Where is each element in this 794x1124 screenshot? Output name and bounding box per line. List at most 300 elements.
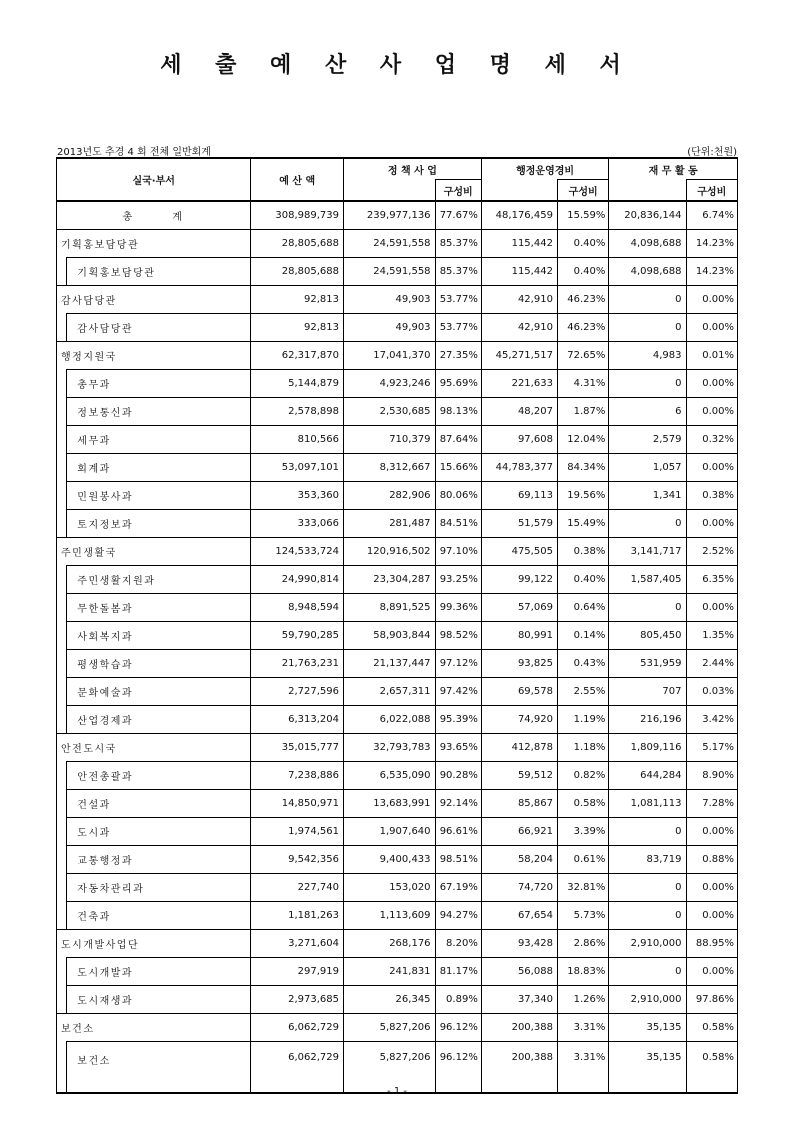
cell-finance-pct: 14.23% <box>686 230 738 258</box>
division-name: 세무과 <box>67 426 251 454</box>
cell-policy: 32,793,783 <box>344 734 436 762</box>
cell-budget: 2,727,596 <box>251 678 344 706</box>
cell-admin-pct: 3.31% <box>557 1014 608 1042</box>
cell-admin: 69,578 <box>481 678 557 706</box>
cell-admin: 412,878 <box>481 734 557 762</box>
cell-budget: 810,566 <box>251 426 344 454</box>
cell-admin-pct: 1.87% <box>557 398 608 426</box>
cell-finance-pct: 0.00% <box>686 510 738 538</box>
cell-policy: 17,041,370 <box>344 342 436 370</box>
cell-admin-pct: 19.56% <box>557 482 608 510</box>
division-name: 산업경제과 <box>67 706 251 734</box>
cell-policy: 2,657,311 <box>344 678 436 706</box>
department-row <box>57 1014 738 1042</box>
cell-finance-pct: 0.01% <box>686 342 738 370</box>
cell-admin-pct: 46.23% <box>557 314 608 342</box>
cell-policy-pct: 96.12% <box>435 1014 481 1042</box>
indent-spacer <box>57 818 67 846</box>
cell-budget: 3,271,604 <box>251 930 344 958</box>
total-admin: 48,176,459 <box>481 201 557 230</box>
division-name: 평생학습과 <box>67 650 251 678</box>
division-row <box>57 706 738 734</box>
cell-admin-pct: 0.38% <box>557 538 608 566</box>
division-row <box>57 594 738 622</box>
cell-admin: 42,910 <box>481 286 557 314</box>
cell-budget: 1,974,561 <box>251 818 344 846</box>
division-name: 주민생활지원과 <box>67 566 251 594</box>
cell-admin: 56,088 <box>481 958 557 986</box>
division-row <box>57 258 738 286</box>
cell-admin-pct: 1.18% <box>557 734 608 762</box>
total-row <box>57 201 738 230</box>
cell-policy: 6,535,090 <box>344 762 436 790</box>
division-name: 자동차관리과 <box>67 874 251 902</box>
cell-admin: 67,654 <box>481 902 557 930</box>
cell-finance: 0 <box>609 314 686 342</box>
indent-spacer <box>57 510 67 538</box>
cell-admin: 48,207 <box>481 398 557 426</box>
indent-spacer <box>57 790 67 818</box>
cell-admin-pct: 0.40% <box>557 566 608 594</box>
cell-policy-pct: 97.42% <box>435 678 481 706</box>
cell-policy-pct: 98.51% <box>435 846 481 874</box>
division-row <box>57 986 738 1014</box>
cell-admin-pct: 12.04% <box>557 426 608 454</box>
indent-spacer <box>57 566 67 594</box>
cell-finance: 0 <box>609 370 686 398</box>
cell-budget: 1,181,263 <box>251 902 344 930</box>
division-name: 기획홍보담당관 <box>67 258 251 286</box>
cell-finance-pct: 0.00% <box>686 874 738 902</box>
indent-spacer <box>57 762 67 790</box>
header-budget: 예 산 액 <box>251 158 344 201</box>
cell-finance: 805,450 <box>609 622 686 650</box>
cell-policy-pct: 85.37% <box>435 230 481 258</box>
cell-policy-pct: 98.52% <box>435 622 481 650</box>
cell-admin: 44,783,377 <box>481 454 557 482</box>
cell-admin-pct: 15.49% <box>557 510 608 538</box>
department-row <box>57 930 738 958</box>
cell-admin: 74,720 <box>481 874 557 902</box>
cell-policy: 710,379 <box>344 426 436 454</box>
cell-admin-pct: 2.86% <box>557 930 608 958</box>
division-row <box>57 790 738 818</box>
cell-finance-pct: 0.88% <box>686 846 738 874</box>
cell-finance: 0 <box>609 874 686 902</box>
indent-spacer <box>57 594 67 622</box>
division-row <box>57 874 738 902</box>
cell-admin-pct: 72.65% <box>557 342 608 370</box>
cell-finance-pct: 0.00% <box>686 286 738 314</box>
header-finance: 재 무 활 동 <box>609 158 738 180</box>
cell-finance: 2,910,000 <box>609 986 686 1014</box>
cell-policy-pct: 99.36% <box>435 594 481 622</box>
division-name: 민원봉사과 <box>67 482 251 510</box>
cell-policy: 9,400,433 <box>344 846 436 874</box>
cell-policy: 2,530,685 <box>344 398 436 426</box>
cell-policy-pct: 53.77% <box>435 314 481 342</box>
cell-finance: 4,098,688 <box>609 230 686 258</box>
cell-admin-pct: 3.31% <box>557 1042 608 1094</box>
division-row <box>57 370 738 398</box>
cell-admin-pct: 2.55% <box>557 678 608 706</box>
cell-finance-pct: 0.00% <box>686 594 738 622</box>
fiscal-period: 2013년도 추경 4 회 전체 일반회계 <box>57 147 211 158</box>
cell-finance: 2,579 <box>609 426 686 454</box>
cell-finance-pct: 2.52% <box>686 538 738 566</box>
cell-admin-pct: 0.43% <box>557 650 608 678</box>
cell-policy-pct: 97.12% <box>435 650 481 678</box>
cell-budget: 9,542,356 <box>251 846 344 874</box>
cell-budget: 14,850,971 <box>251 790 344 818</box>
cell-finance-pct: 0.58% <box>686 1042 738 1094</box>
indent-spacer <box>57 706 67 734</box>
page-number: - 1 - <box>387 1086 407 1097</box>
cell-finance: 6 <box>609 398 686 426</box>
cell-policy: 5,827,206 <box>344 1042 436 1094</box>
cell-policy-pct: 15.66% <box>435 454 481 482</box>
division-row <box>57 510 738 538</box>
cell-admin: 59,512 <box>481 762 557 790</box>
cell-policy-pct: 84.51% <box>435 510 481 538</box>
cell-finance: 83,719 <box>609 846 686 874</box>
division-row <box>57 566 738 594</box>
cell-admin-pct: 84.34% <box>557 454 608 482</box>
division-name: 안전총괄과 <box>67 762 251 790</box>
cell-policy-pct: 0.89% <box>435 986 481 1014</box>
total-budget: 308,989,739 <box>251 201 344 230</box>
department-name: 기획홍보담당관 <box>57 230 251 258</box>
cell-policy: 49,903 <box>344 314 436 342</box>
cell-budget: 6,062,729 <box>251 1014 344 1042</box>
cell-finance-pct: 0.00% <box>686 902 738 930</box>
header-admin: 행정운영경비 <box>481 158 609 180</box>
cell-admin: 85,867 <box>481 790 557 818</box>
cell-budget: 21,763,231 <box>251 650 344 678</box>
cell-policy: 241,831 <box>344 958 436 986</box>
cell-policy: 120,916,502 <box>344 538 436 566</box>
cell-admin: 200,388 <box>481 1014 557 1042</box>
cell-policy: 6,022,088 <box>344 706 436 734</box>
division-row <box>57 958 738 986</box>
division-row <box>57 762 738 790</box>
cell-finance: 644,284 <box>609 762 686 790</box>
cell-admin-pct: 5.73% <box>557 902 608 930</box>
cell-policy: 153,020 <box>344 874 436 902</box>
indent-spacer <box>57 258 67 286</box>
cell-finance: 2,910,000 <box>609 930 686 958</box>
division-name: 토지정보과 <box>67 510 251 538</box>
header-finance-ratio: 구성비 <box>686 180 738 202</box>
division-name: 도시과 <box>67 818 251 846</box>
division-name: 교통행정과 <box>67 846 251 874</box>
cell-admin: 66,921 <box>481 818 557 846</box>
cell-policy-pct: 53.77% <box>435 286 481 314</box>
cell-admin: 57,069 <box>481 594 557 622</box>
cell-policy: 21,137,447 <box>344 650 436 678</box>
division-name: 감사담당관 <box>67 314 251 342</box>
cell-budget: 353,360 <box>251 482 344 510</box>
cell-finance: 35,135 <box>609 1042 686 1094</box>
division-row <box>57 398 738 426</box>
total-policy-pct: 77.67% <box>435 201 481 230</box>
cell-admin: 37,340 <box>481 986 557 1014</box>
cell-budget: 92,813 <box>251 314 344 342</box>
cell-budget: 62,317,870 <box>251 342 344 370</box>
department-row <box>57 230 738 258</box>
indent-spacer <box>57 650 67 678</box>
cell-budget: 5,144,879 <box>251 370 344 398</box>
department-name: 행정지원국 <box>57 342 251 370</box>
cell-finance-pct: 2.44% <box>686 650 738 678</box>
cell-finance: 707 <box>609 678 686 706</box>
cell-finance-pct: 0.58% <box>686 1014 738 1042</box>
cell-policy-pct: 93.25% <box>435 566 481 594</box>
cell-admin-pct: 0.82% <box>557 762 608 790</box>
indent-spacer <box>57 874 67 902</box>
cell-admin-pct: 0.40% <box>557 230 608 258</box>
cell-policy-pct: 97.10% <box>435 538 481 566</box>
department-name: 도시개발사업단 <box>57 930 251 958</box>
division-name: 건축과 <box>67 902 251 930</box>
department-name: 보건소 <box>57 1014 251 1042</box>
division-name: 총무과 <box>67 370 251 398</box>
cell-policy: 49,903 <box>344 286 436 314</box>
cell-policy: 5,827,206 <box>344 1014 436 1042</box>
cell-budget: 124,533,724 <box>251 538 344 566</box>
cell-policy-pct: 8.20% <box>435 930 481 958</box>
cell-policy: 8,891,525 <box>344 594 436 622</box>
total-finance: 20,836,144 <box>609 201 686 230</box>
cell-finance: 0 <box>609 818 686 846</box>
cell-finance: 0 <box>609 286 686 314</box>
division-row <box>57 678 738 706</box>
indent-spacer <box>57 958 67 986</box>
cell-finance: 0 <box>609 510 686 538</box>
cell-admin: 45,271,517 <box>481 342 557 370</box>
cell-finance-pct: 0.00% <box>686 958 738 986</box>
cell-policy: 24,591,558 <box>344 258 436 286</box>
cell-policy-pct: 93.65% <box>435 734 481 762</box>
indent-spacer <box>57 314 67 342</box>
indent-spacer <box>57 986 67 1014</box>
header-policy-ratio: 구성비 <box>435 180 481 202</box>
cell-budget: 8,948,594 <box>251 594 344 622</box>
indent-spacer <box>57 846 67 874</box>
cell-finance: 4,098,688 <box>609 258 686 286</box>
cell-policy-pct: 96.61% <box>435 818 481 846</box>
cell-finance-pct: 0.00% <box>686 314 738 342</box>
cell-admin: 475,505 <box>481 538 557 566</box>
cell-admin-pct: 32.81% <box>557 874 608 902</box>
indent-spacer <box>57 454 67 482</box>
cell-finance: 0 <box>609 902 686 930</box>
total-policy: 239,977,136 <box>344 201 436 230</box>
division-name: 무한돌봄과 <box>67 594 251 622</box>
cell-admin: 80,991 <box>481 622 557 650</box>
cell-policy: 4,923,246 <box>344 370 436 398</box>
total-label: 총 계 <box>57 201 251 230</box>
cell-budget: 2,973,685 <box>251 986 344 1014</box>
cell-budget: 6,062,729 <box>251 1042 344 1094</box>
page-title: 세 출 예 산 사 업 명 세 서 <box>160 53 634 78</box>
division-name: 건설과 <box>67 790 251 818</box>
cell-budget: 2,578,898 <box>251 398 344 426</box>
cell-admin-pct: 18.83% <box>557 958 608 986</box>
division-row <box>57 846 738 874</box>
cell-admin: 69,113 <box>481 482 557 510</box>
cell-finance: 0 <box>609 958 686 986</box>
cell-admin-pct: 0.40% <box>557 258 608 286</box>
cell-policy-pct: 81.17% <box>435 958 481 986</box>
cell-finance-pct: 5.17% <box>686 734 738 762</box>
cell-finance-pct: 88.95% <box>686 930 738 958</box>
division-name: 도시개발과 <box>67 958 251 986</box>
header-dept: 실국·부서 <box>57 158 251 201</box>
cell-finance: 1,057 <box>609 454 686 482</box>
cell-finance-pct: 0.00% <box>686 370 738 398</box>
cell-finance: 1,081,113 <box>609 790 686 818</box>
cell-budget: 297,919 <box>251 958 344 986</box>
cell-admin: 99,122 <box>481 566 557 594</box>
indent-spacer <box>57 398 67 426</box>
department-name: 안전도시국 <box>57 734 251 762</box>
department-row <box>57 734 738 762</box>
cell-admin: 42,910 <box>481 314 557 342</box>
cell-policy-pct: 67.19% <box>435 874 481 902</box>
cell-budget: 227,740 <box>251 874 344 902</box>
unit-label: (단위:천원) <box>687 147 737 158</box>
cell-admin-pct: 0.14% <box>557 622 608 650</box>
indent-spacer <box>57 902 67 930</box>
cell-admin: 51,579 <box>481 510 557 538</box>
cell-policy: 268,176 <box>344 930 436 958</box>
indent-spacer <box>57 370 67 398</box>
cell-admin-pct: 1.19% <box>557 706 608 734</box>
cell-admin: 115,442 <box>481 230 557 258</box>
cell-finance: 216,196 <box>609 706 686 734</box>
department-row <box>57 286 738 314</box>
cell-budget: 6,313,204 <box>251 706 344 734</box>
cell-finance-pct: 0.00% <box>686 398 738 426</box>
cell-budget: 333,066 <box>251 510 344 538</box>
division-row <box>57 454 738 482</box>
cell-policy: 1,113,609 <box>344 902 436 930</box>
cell-policy-pct: 87.64% <box>435 426 481 454</box>
cell-policy: 58,903,844 <box>344 622 436 650</box>
division-row <box>57 818 738 846</box>
cell-finance: 3,141,717 <box>609 538 686 566</box>
cell-finance: 1,587,405 <box>609 566 686 594</box>
cell-policy-pct: 96.12% <box>435 1042 481 1094</box>
cell-finance: 1,341 <box>609 482 686 510</box>
cell-budget: 28,805,688 <box>251 258 344 286</box>
cell-policy: 13,683,991 <box>344 790 436 818</box>
indent-spacer <box>57 678 67 706</box>
cell-policy: 1,907,640 <box>344 818 436 846</box>
cell-finance-pct: 14.23% <box>686 258 738 286</box>
division-name: 정보통신과 <box>67 398 251 426</box>
header-admin-ratio: 구성비 <box>557 180 608 202</box>
division-row <box>57 482 738 510</box>
cell-budget: 59,790,285 <box>251 622 344 650</box>
cell-finance: 1,809,116 <box>609 734 686 762</box>
cell-policy-pct: 95.39% <box>435 706 481 734</box>
cell-admin: 58,204 <box>481 846 557 874</box>
cell-finance-pct: 0.00% <box>686 818 738 846</box>
cell-policy: 24,591,558 <box>344 230 436 258</box>
budget-table <box>56 157 738 1094</box>
cell-admin-pct: 3.39% <box>557 818 608 846</box>
cell-policy: 8,312,667 <box>344 454 436 482</box>
cell-admin: 93,825 <box>481 650 557 678</box>
cell-admin: 221,633 <box>481 370 557 398</box>
division-row <box>57 902 738 930</box>
division-row <box>57 314 738 342</box>
cell-finance-pct: 3.42% <box>686 706 738 734</box>
department-row <box>57 538 738 566</box>
cell-finance-pct: 6.35% <box>686 566 738 594</box>
cell-budget: 35,015,777 <box>251 734 344 762</box>
cell-finance: 531,959 <box>609 650 686 678</box>
indent-spacer <box>57 426 67 454</box>
cell-policy: 281,487 <box>344 510 436 538</box>
cell-policy: 26,345 <box>344 986 436 1014</box>
total-finance-pct: 6.74% <box>686 201 738 230</box>
cell-admin-pct: 4.31% <box>557 370 608 398</box>
cell-policy: 23,304,287 <box>344 566 436 594</box>
cell-admin: 97,608 <box>481 426 557 454</box>
cell-admin: 93,428 <box>481 930 557 958</box>
cell-finance: 0 <box>609 594 686 622</box>
cell-policy-pct: 98.13% <box>435 398 481 426</box>
department-name: 감사담당관 <box>57 286 251 314</box>
cell-finance-pct: 0.00% <box>686 454 738 482</box>
division-row <box>57 622 738 650</box>
cell-finance-pct: 97.86% <box>686 986 738 1014</box>
cell-finance: 35,135 <box>609 1014 686 1042</box>
cell-admin: 200,388 <box>481 1042 557 1094</box>
cell-admin-pct: 0.58% <box>557 790 608 818</box>
cell-budget: 7,238,886 <box>251 762 344 790</box>
indent-spacer <box>57 482 67 510</box>
cell-policy-pct: 90.28% <box>435 762 481 790</box>
total-admin-pct: 15.59% <box>557 201 608 230</box>
header-policy: 정 책 사 업 <box>344 158 482 180</box>
division-name: 문화예술과 <box>67 678 251 706</box>
cell-admin-pct: 46.23% <box>557 286 608 314</box>
cell-policy-pct: 94.27% <box>435 902 481 930</box>
division-name: 사회복지과 <box>67 622 251 650</box>
cell-policy-pct: 27.35% <box>435 342 481 370</box>
indent-spacer <box>57 622 67 650</box>
cell-finance-pct: 0.03% <box>686 678 738 706</box>
cell-admin-pct: 1.26% <box>557 986 608 1014</box>
department-name: 주민생활국 <box>57 538 251 566</box>
cell-budget: 53,097,101 <box>251 454 344 482</box>
division-row <box>57 426 738 454</box>
cell-admin: 74,920 <box>481 706 557 734</box>
cell-policy-pct: 80.06% <box>435 482 481 510</box>
cell-policy: 282,906 <box>344 482 436 510</box>
cell-finance-pct: 7.28% <box>686 790 738 818</box>
cell-budget: 24,990,814 <box>251 566 344 594</box>
cell-finance-pct: 0.32% <box>686 426 738 454</box>
division-name: 도시재생과 <box>67 986 251 1014</box>
cell-admin-pct: 0.64% <box>557 594 608 622</box>
division-row <box>57 650 738 678</box>
cell-policy-pct: 95.69% <box>435 370 481 398</box>
